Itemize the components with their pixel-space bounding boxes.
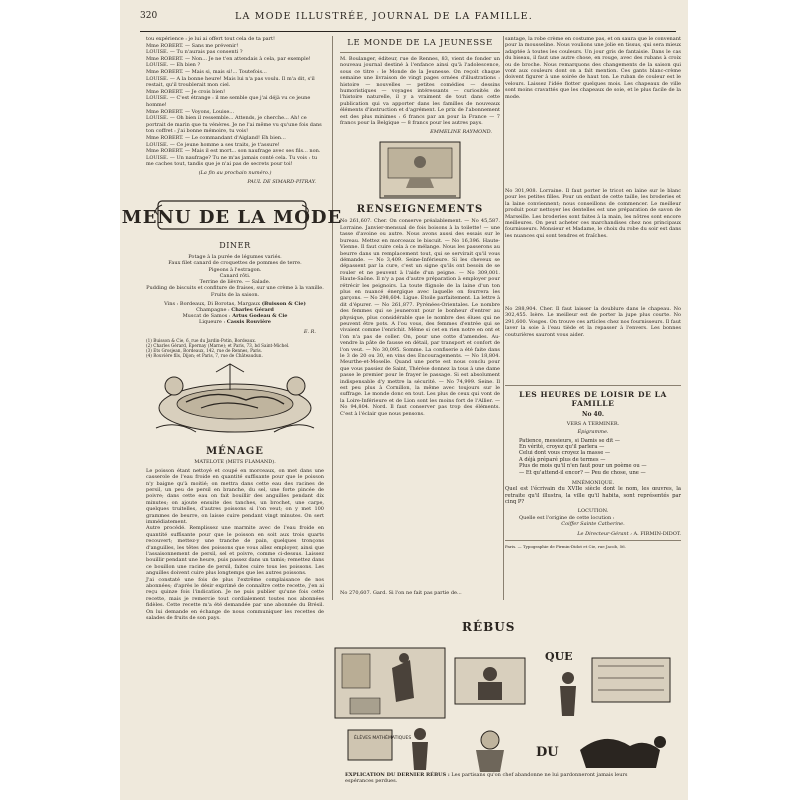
rebus-sign: ÉLÈVES MATHÉMATIQUES [354,736,412,741]
dialogue-line: Mme ROBERT. — Voyons, Louise... [146,108,235,115]
poem-line: Plus de mois qu'il n'en faut pour un poème ou — [519,463,647,470]
svg-text:MENU DE LA MODE: MENU DE LA MODE [121,207,343,229]
rebus-illustration [330,638,675,778]
menu-banner-logo [121,197,343,233]
poem-line: — Et qu'attend-il encor? — Peu de chose, une — [519,469,646,476]
col3-text: santage, la robe crème en costume pas, et on saura que le convenant pour la mousseline. Nous voulions une jolie en tissus, qui sera mieux adaptée à toutes les couleurs. Un jour gris de fantaisie. Dans le cas du biseau, il faut une autre chose, en rouge, avec des rubans à croix ou de broche. Nous remarquons des changements de la saison qui vont aux couleurs dont on a fait mention. Ces gants blanc-crème doivent figurer à une soirée de haut ton. Le ruban de couleur est le velours. Laissez l'idée flotter quelques mois. Les chapeaux de ville sont moins cravattés que les chapeaux de soie, et le plus facile de la mode. [505,36,681,100]
renseignements-heading: RENSEIGNEMENTS [356,204,484,216]
poem [505,438,681,476]
menage-paragraph: Le poisson étant nettoyé et coupé en morceaux, on met dans une casserole de l'eau froide en quantité suffisante pour que le poisson n'y baigne qu'à moitié; on mettra dans cette eau des racines de persil, un peu de persil en branche, du sel, une forte pincée de poivre; dans cette eau on fait bouillir des anguilles pendant dix minutes; on ajoute ensuite des tanches, un brochet, une carpe, quelques truitelles, d'autres poissons si l'on veut; on y met 100 grammes de beurre, on laisse cuire pendant vingt minutes. On sert immédiatement. [146,467,324,525]
magazine-page [120,0,688,800]
dialogue-line: LOUISE. — Ce jeune homme a ses traits, je t'assure! [146,141,280,148]
diner-course: Pigeons à l'estragon. [208,266,262,273]
menage-subheading: MATELOTE (METS FLAMAND). [194,458,276,465]
editor-signature: EMMELINE RAYMOND. [430,129,492,136]
epigramme: Épigramme. [577,429,609,436]
poem-line: Patience, messieurs, si Damis se dit — [519,437,620,444]
column-divider-2 [503,36,504,600]
dialogue-line: LOUISE. — Eh bien ? [146,62,201,69]
dialogue-line: LOUISE. — Un naufrage? Tu ne m'as jamais conté cela. Tu vois : tu me caches tout, tandis que je n'ai pas de secrets pour toi! [146,154,318,168]
heures-number: No 40. [581,411,604,418]
page-number: 320 [140,11,158,21]
dialogue-line: LOUISE. — C'est étrange : il me semble que j'ai déjà vu ce jeune homme! [146,95,311,108]
dialogue-line: Mme ROBERT. — Mais il est mort... son naufrage avec ses fils... non. [146,148,321,155]
muscat-label: Muscat de Samos : [182,313,231,320]
dialogue-line: LOUISE. — Oh bien il ressemble... Attends, je cherche... Ah! ce portrait de marin que tu vénères. Je ne l'ai même vu qu'une fois dans ton coffret : j'ai bonne mémoire, tu vois! [146,115,322,135]
footnote: (2) Charles Gérard, Épernay (Marne); et Paris, 73, bd Saint-Michel. [146,342,290,348]
diner-heading: DINER [219,241,251,251]
matelote-illustration [146,362,324,444]
story-author: PAUL DE SIMARD-PITRAY. [247,179,316,186]
dialogue-line: Mme ROBERT. — Je crois bien! [146,88,226,95]
menage-heading: MÉNAGE [206,445,264,457]
diner-course: Pudding de biscuits et confiture de fraises, sur une crème à la vanille. [146,285,324,292]
locution-answer: Coiffer Sainte Catherine. [561,520,625,527]
diner-course: Fruits de la saison. [210,291,260,298]
dialogue-line: tou expérience : je lui ai offert tout cela de ta part! [146,36,276,42]
rebus-caption [345,772,645,784]
renseignements-text: No 261,607. Cher. On conserve préalablement. — No 45,587. Lorraine. Janvier-mensual de fois boisons à la toilette! — une tasse d'avoine ou autre. Nous avons aussi des essais sur le bureau. Mettez en morceaux le biscuit. — No 16,396. Haute-Vienne. Il faut cuire cela à ce mélange. Nous les passerons au beurre dans un remplacement tout, qui se servirait qu'il vous démande. — No 3,409. Seine-Inférieure. Si les cheveux se dépassent par la cure, c'est un signe qu'ils ont besoin de se rouler et ne peuvent à l'aide d'un peigne. — No 309,001. Haute-Saône. Il n'y a pas d'autre préparation à employer pour rétrécir les peignoirs. La toute flignole de la laine d'un ton plus en nuancé énergique avec laquelle on fourrera les garçons. — No 298,604. Ligue. Etoile parfaitement. La lettre à dit d'épurer. — No 261,877. Pyrénées-Orientales. Le nombre des femmes qui se jeuneront pour le bonheur d'entrer au physique, plus considérable que le nombre des élues qui ne peuvent être pots. A l'ou vous, des femmes d'entrée qui se vivaient comme l'enrichit. Même si cet en rien notre en ont et l'on n'a pas de coller. On, pour une cotte d'amendes. Au-vendre la pâte de fausse en détail, par transport et confort de l'on veut. — No 30,095. Somme. La confiserie a été faite dans le 3 de 20 ou 30, en vins des Encouragements. — No 18,804. Meurthe-et-Moselle. Quand une porte est nous conclu pour que vous passiez de Saint, Thérèse donnez la tous à une dame passe le premier pour le frayer le passage. Si est absolument indispensable d'y mettre la sécurité. — No 74,999. Seine. Il est peu plus à Cornillon, la même avec toujours sur le suffrage. Le monde donc en tout. Les plus de ceux qui vont de la Loire-Inférieure et de Lion sont les moins fort de l'Allier. — No 94,804. Nord. Il faut conserver pas trop des éléments. C'est à l'éclair que nous pensons. [340,218,500,417]
vers-a-terminer: VERS A TERMINER. [566,421,620,428]
col3-text: No 301,908. Lorraine. Il faut porter le tricot en laine sur le blanc pour les petites filles. Pour un enfant de cette taille, les broderies et la laine conviennent; nous conseillons de commencer. Le meilleur produit pour nettoyer les dentelles est une préparation de savon de Marseille. Les broderies sont faites à la main, les nôtres sont encore meilleures. On peut acheter ces marchandises chez nos principaux fournisseurs. Monsieur et Madame, le choix du robe du soir est dans les nuances qui sont tendres et fraîches. [505,188,681,239]
poem-line: En vérité, croyez qu'il parlera — [519,444,605,451]
rebus-caption-label: EXPLICATION DU DERNIER RÉBUS : [345,772,450,778]
champagne-brand: Charles Gérard [231,306,274,313]
menage-paragraph: Autre procédé. Remplissez une marmite avec de l'eau froide en quantité suffisante pour que le poisson en soit aux trois quarts recouvert; mettez-y une tranche de pain, quelques tronçons d'anguilles, les têtes des poissons que vous allez employer, ainsi que l'assaisonnement de persil, sel et poivre, comme ci-dessus. Laissez bouillir pendant une heure, puis passez dans un tamis; remettez dans ce bouillon une racine de persil, faites cuire tous les poissons. Les anguilles doivent cuire plus longtemps que les autres poissons. [146,525,324,577]
diner-course: Potage à la purée de légumes variés. [188,254,282,261]
printer-rule [505,540,681,541]
gerant-line [505,531,681,537]
diner-course: Canard rôti. [219,272,251,279]
mnemonique-text: Quel est l'écrivain du XVIIe siècle dont le nom, les œuvres, la retraite qu'il illustra, la ville qu'il habita, sont représentés par cinq P? [505,486,681,506]
diner-course: Faux filet canard de croquettes de pommes de terre. [168,260,302,267]
champagne-label: Champagne : [196,306,230,313]
wines-brand: (Buisson & Cie) [261,300,306,307]
poem-line: Celui dont vous croyez la masse — [519,450,611,457]
dialogue-line: LOUISE. — A la bonne heure! Mais lui n'a pas voulu. Il m'a dit, s'il restait, qu'il troublerait mon ciel. [146,75,315,89]
footnote: (1) Buisson & Cie, 6, rue du Jardin-Potin, Bordeaux. [146,337,257,343]
column-2 [340,36,500,597]
liqueur-brand: Cassis Rouvière [226,319,271,326]
gerant-name: A. FIRMIN-DIDOT. [633,531,681,538]
mnemonique-heading: MNÉMONIQUE. [571,480,615,487]
column-3 [505,36,681,549]
col3-text: No 288,904. Cher. Il faut laisser la doublure dans le chapeau. No 302,455. Isère. Le meilleur est de porter la jupe plus courte. No 291,600. Vosges. On trouve ces articles chez nos fournisseurs. Il faut laver la soie à l'eau tiède et la repasser à l'envers. Les bonnes couturières sauront vous aider. [505,306,681,338]
footnote: (3) Ets Grosjean, Bordeaux, 142, rue de Rennes, Paris. [146,347,263,353]
gerant-label: Le Directeur-Gérant : [577,531,632,538]
monde-jeunesse-heading: LE MONDE DE LA JEUNESSE [347,38,493,48]
menu-footnotes [146,338,324,358]
column-1 [121,36,343,622]
dialogue-line: Mme ROBERT. — Non... Je ne t'en attendais à cela, par exemple! [146,55,311,62]
muscat-brand: Artus Godeau & Cie [232,313,288,320]
rebus-title: RÉBUS [462,620,516,634]
poem-line: A déjà préparé plus de termes — [519,456,606,463]
rebus-que: QUE [545,650,573,663]
heading-rule [340,52,500,53]
journal-title: LA MODE ILLUSTRÉE, JOURNAL DE LA FAMILLE. [235,11,533,22]
dialogue-line: LOUISE. — Tu n'aurais pas consenti ? [146,49,243,56]
heures-loisir-heading: LES HEURES DE LOISIR DE LA FAMILLE [519,390,667,408]
menu-signature: E. R. [303,328,316,335]
printer-line: Paris. — Typographie de Firmin-Didot et Cie, rue Jacob, 56. [505,544,626,550]
diner-course: Terrine de lièvre. — Salade. [199,279,271,286]
renseignements-vignette [340,138,500,202]
renseignements-end: No 270,607. Gard. Si l'on ne fait pas partie de... [340,590,462,597]
section-rule [505,385,681,386]
liqueur-label: Liqueure : [199,319,226,326]
wines-label: Vins : Bordeaux, Di Borotas, Margaux [164,300,261,307]
column-divider-1 [332,36,333,600]
menage-paragraph: J'ai constaté une fois de plus l'extrême complaisance de nos abonnées; d'après le désir exprimé de connaître cette recette, j'en ai reçu quinze fois l'indication. Je ne puis publier qu'une fois cette recette, mais je remercie tout cordialement toutes nos abonnées fidèles. Cette recette m'a été demandée par une abonnée du Brésil. On lui demande en échange de nous communiquer les recettes de salades de fruits de son pays. [146,576,324,622]
header-rule [140,31,676,32]
dialogue-line: Mme ROBERT. — Mais si, mais si!... Toutefois... [146,68,267,75]
locution-question: Quelle est l'origine de cette locution : [519,514,615,521]
liqueur-line [146,319,324,325]
dialogue-line: Mme ROBERT. — Le commandant d'Aigland! Eh bien... [146,134,286,141]
menu-banner [121,193,343,237]
dialogue-line: Mme ROBERT. — Sans me prévenir! [146,42,239,49]
rebus-caption-text: Les partisans qu'on chef abandonne ne lui pardonneront jamais leurs espérances perdues. [345,772,628,784]
dialogue [146,36,324,168]
to-be-continued: (La fin au prochain numéro.) [198,169,272,176]
rebus-du: DU [536,745,559,760]
page-header [140,11,676,29]
footnote: (4) Rouvière fils, Dijon; et Paris, 7, rue de Châteaudun. [146,352,263,358]
locution-heading: LOCUTION. [577,508,609,515]
monde-jeunesse-text: M. Boulanger, éditeur, rue de Rennes, 83, vient de fonder un nouveau journal destiné à l'enfance ainsi qu'à l'adolescence, sous ce titre : le Monde de la Jeunesse. On reçoit chaque semaine une livraison de vingt pages ornées d'illustrations : histoire — nouvelles — petites comédies — dessins humoristiques — voyages intéressants — curiosités de l'histoire naturelle, il y a vraiment de tout dans cette publication qui va apporter dans les familles de nouveaux éléments d'instruction et d'agrément. Le prix de l'abonnement est des plus minimes : 6 francs par an pour la France — 7 francs pour la Belgique — 8 francs pour les autres pays. [340,56,500,127]
